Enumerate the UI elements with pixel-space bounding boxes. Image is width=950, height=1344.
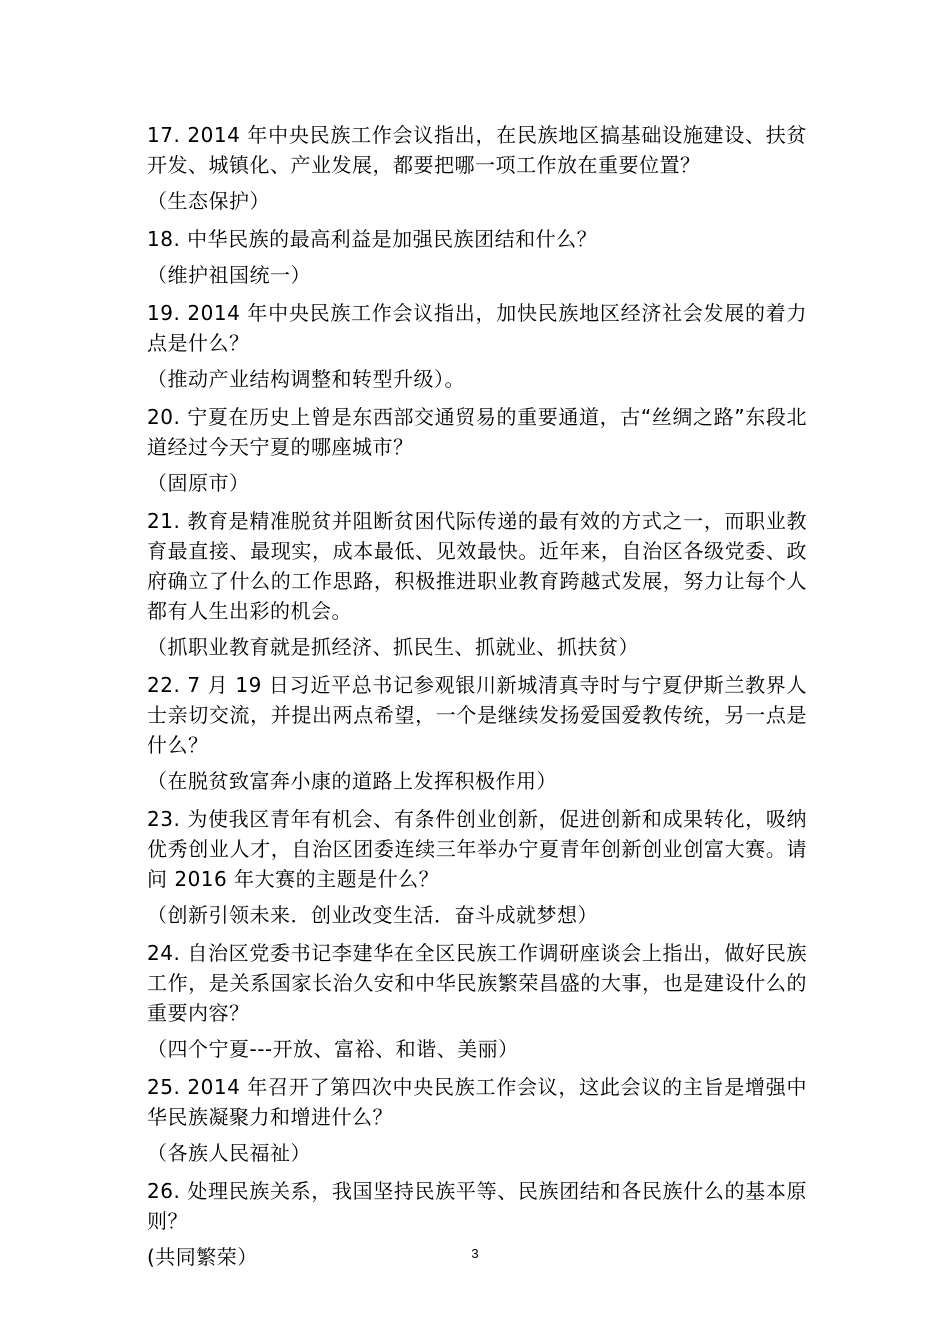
document-body: [147, 120, 807, 1280]
question-22: 22. 7 月 19 日习近平总书记参观银川新城清真寺时与宁夏伊斯兰教界人士亲切交流，并提出两点希望，一个是继续发扬爱国爱教传统，另一点是什么？: [147, 673, 807, 757]
qa-item: [147, 506, 807, 662]
qa-item: [147, 224, 807, 290]
question-26: 26. 处理民族关系，我国坚持民族平等、民族团结和各民族什么的基本原则？: [147, 1179, 807, 1233]
answer-22: （在脱贫致富奔小康的道路上发挥积极作用）: [147, 769, 557, 793]
answer-17: （生态保护）: [147, 189, 270, 213]
answer-25: （各族人民福祉）: [147, 1141, 311, 1165]
question-25: 25. 2014 年召开了第四次中央民族工作会议，这此会议的主旨是增强中华民族凝聚力和增进什么？: [147, 1075, 807, 1129]
answer-20: （固原市）: [147, 471, 250, 495]
answer-23: （创新引领未来．创业改变生活．奋斗成就梦想）: [147, 903, 598, 927]
question-21: 21. 教育是精准脱贫并阻断贫困代际传递的最有效的方式之一，而职业教育最直接、最现实，成本最低、见效最快。近年来，自治区各级党委、政府确立了什么的工作思路，积极推进职业教育跨越式发展，努力让每个人都有人生出彩的机会。: [147, 509, 807, 623]
qa-item: [147, 670, 807, 796]
question-24: 24. 自治区党委书记李建华在全区民族工作调研座谈会上指出，做好民族工作，是关系国家长治久安和中华民族繁荣昌盛的大事，也是建设什么的重要内容？: [147, 941, 807, 1025]
qa-item: [147, 1072, 807, 1168]
question-17: 17. 2014 年中央民族工作会议指出，在民族地区搞基础设施建设、扶贫开发、城镇化、产业发展，都要把哪一项工作放在重要位置？: [147, 123, 807, 177]
qa-item: [147, 402, 807, 498]
page-number: 3: [471, 1246, 479, 1261]
qa-item: [147, 804, 807, 930]
qa-item: [147, 938, 807, 1064]
answer-26: (共同繁荣）: [147, 1245, 258, 1269]
qa-item: [147, 298, 807, 394]
answer-24: （四个宁夏---开放、富裕、和谐、美丽）: [147, 1037, 519, 1061]
answer-18: （维护祖国统一）: [147, 263, 311, 287]
question-20: 20. 宁夏在历史上曾是东西部交通贸易的重要通道，古“丝绸之路”东段北道经过今天宁夏的哪座城市？: [147, 405, 807, 459]
question-23: 23. 为使我区青年有机会、有条件创业创新，促进创新和成果转化，吸纳优秀创业人才，自治区团委连续三年举办宁夏青年创新创业创富大赛。请问 2016 年大赛的主题是什么？: [147, 807, 807, 891]
qa-item: [147, 120, 807, 216]
answer-19: （推动产业结构调整和转型升级）。: [147, 367, 465, 391]
question-19: 19. 2014 年中央民族工作会议指出，加快民族地区经济社会发展的着力点是什么？: [147, 301, 807, 355]
question-18: 18. 中华民族的最高利益是加强民族团结和什么？: [147, 227, 598, 251]
answer-21: （抓职业教育就是抓经济、抓民生、抓就业、抓扶贫）: [147, 635, 639, 659]
